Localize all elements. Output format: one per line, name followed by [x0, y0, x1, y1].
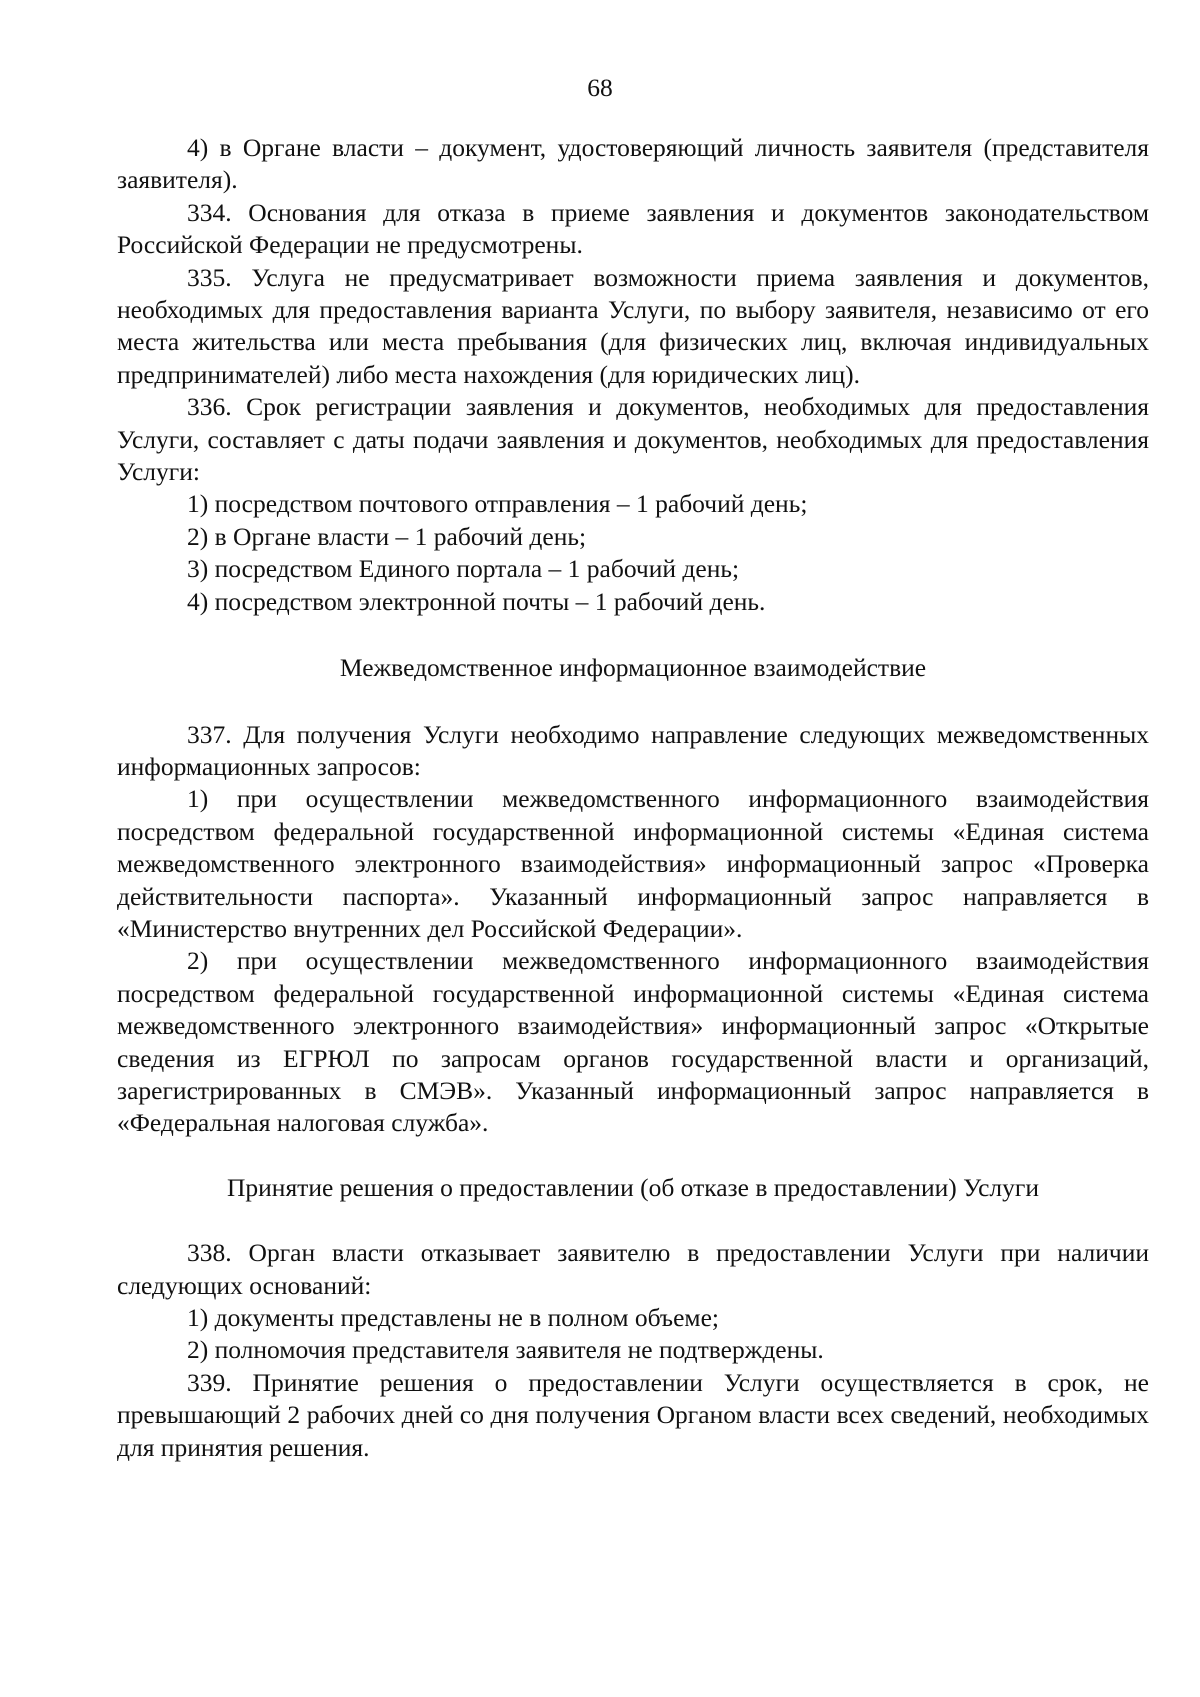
paragraph-338: 338. Орган власти отказывает заявителю в предоставлении Услуги при наличии следующих оснований:: [117, 1238, 1149, 1300]
paragraph-339: 339. Принятие решения о предоставлении Услуги осуществляется в срок, не превышающий 2 рабочих дней со дня получения Органом власти всех сведений, необходимых для принятия решения.: [117, 1367, 1149, 1462]
list-item-338-2: 2) полномочия представителя заявителя не подтверждены.: [187, 1335, 824, 1365]
paragraph-item-4-organ: 4) в Органе власти – документ, удостоверяющий личность заявителя (представителя заявителя).: [117, 133, 1149, 195]
paragraph-336: 336. Срок регистрации заявления и документов, необходимых для предоставления Услуги, составляет с даты подачи заявления и документов, необходимых для предоставления Услуги:: [117, 392, 1149, 487]
list-item-336-3: 3) посредством Единого портала – 1 рабочий день;: [187, 554, 740, 584]
paragraph-335: 335. Услуга не предусматривает возможности приема заявления и документов, необходимых для предоставления варианта Услуги, по выбору заявителя, независимо от его места жительства или места пребывания (для физических лиц, включая индивидуальных предпринимателей) либо места нахождения (для юридических лиц).: [117, 262, 1149, 389]
document-body: [117, 132, 1149, 1464]
paragraph-337: 337. Для получения Услуги необходимо направление следующих межведомственных информационных запросов:: [117, 719, 1149, 781]
list-item-337-1: 1) при осуществлении межведомственного информационного взаимодействия посредством федеральной государственной информационной системы «Единая система межведомственного электронного взаимодействия» информационный запрос «Проверка действительности паспорта». Указанный информационный запрос направляется в «Министерство внутренних дел Российской Федерации».: [117, 784, 1149, 943]
list-item-336-4: 4) посредством электронной почты – 1 рабочий день.: [187, 586, 766, 616]
paragraph-334: 334. Основания для отказа в приеме заявления и документов законодательством Российской Федерации не предусмотрены.: [117, 197, 1149, 260]
section-heading-decision: Принятие решения о предоставлении (об отказе в предоставлении) Услуги: [226, 1172, 1040, 1202]
list-item-336-1: 1) посредством почтового отправления – 1 рабочий день;: [187, 489, 808, 519]
list-item-338-1: 1) документы представлены не в полном объеме;: [187, 1303, 719, 1332]
page-number: 68: [587, 73, 613, 102]
section-heading-interagency: Межведомственное информационное взаимодействие: [339, 653, 927, 683]
list-item-337-2: 2) при осуществлении межведомственного информационного взаимодействия посредством федеральной государственной информационной системы «Единая система межведомственного электронного взаимодействия» информационный запрос «Открытые сведения из ЕГРЮЛ по запросам органов государственной власти и организаций, зарегистрированных в СМЭВ». Указанный информационный запрос направляется в «Федеральная налоговая служба».: [117, 946, 1149, 1138]
list-item-336-2: 2) в Органе власти – 1 рабочий день;: [187, 521, 587, 551]
